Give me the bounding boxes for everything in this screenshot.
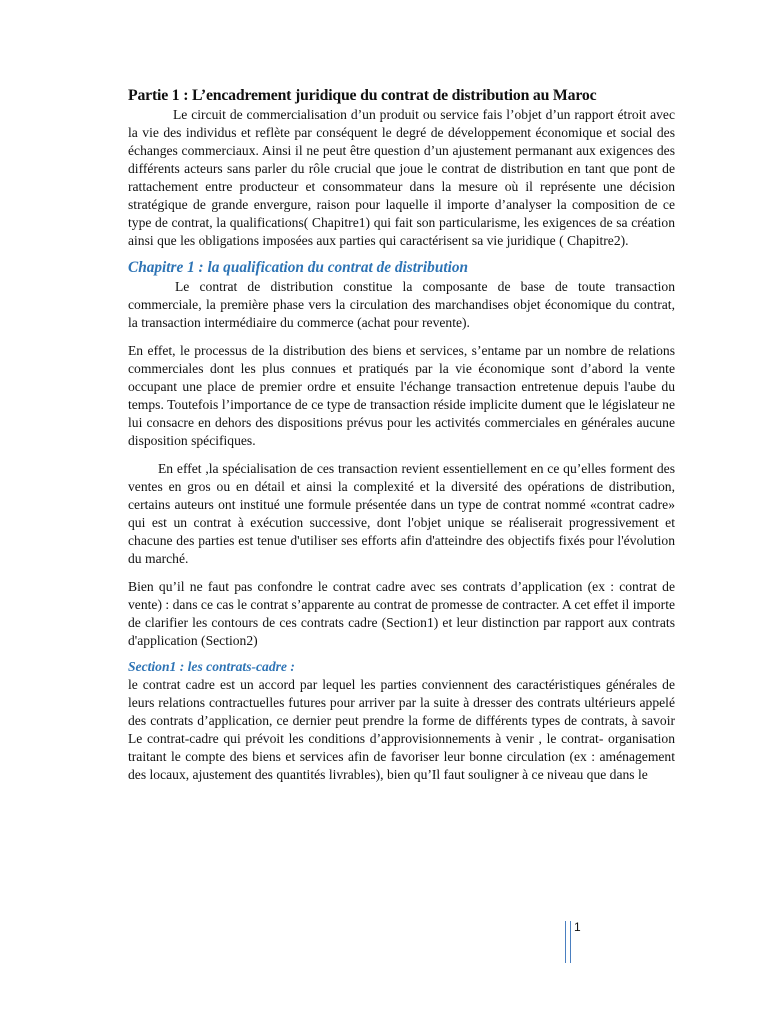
page-body [128, 86, 675, 784]
intro-paragraph: Le circuit de commercialisation d’un produit ou service fais l’objet d’un rapport étroit avec la vie des individus et reflète par conséquent le degré de développement économique et social des échanges commerciaux. Ainsi il ne peut être question d’un ajustement permanant aux exigences des différents acteurs sans parler du rôle crucial que joue le contrat de distribution en tant que pont de rattachement entre producteur et consommateur dans la mesure où il représente une décision stratégique de grande envergure, raison pour laquelle il importe d’analyser la composition de ce type de contrat, la qualifications( Chapitre1) qui fait son particularisme, les exigences de sa création ainsi que les obligations imposées aux parties qui caractérisent sa vie juridique ( Chapitre2). [128, 107, 675, 248]
page-number-rule [565, 921, 571, 963]
part-title: Partie 1 : L’encadrement juridique du contrat de distribution au Maroc [128, 87, 597, 104]
chapter-paragraph-2: En effet, le processus de la distribution des biens et services, s’entame par un nombre de relations commerciales dont les plus connues et pratiqués par la vie économique sont d’abord la vente occupant une place de premier ordre et ensuite l'échange transaction entretenue depuis l'aube du temps. Toutefois l’importance de ce type de transaction réside implicite dument que le législateur ne lui consacre en dehors des dispositions prévus pour les activités commerciales en générales aucune disposition spécifiques. [128, 343, 675, 448]
section-paragraph: le contrat cadre est un accord par lequel les parties conviennent des caractéristiques générales de leurs relations contractuelles futures pour arriver par la suite à dresser des contrats ultérieurs appelé des contrats d’application, ce dernier peut prendre la forme de différents types de contrats, à savoir Le contrat-cadre qui prévoit les conditions d’approvisionnements à venir , le contrat- organisation traitant le compte des biens et services afin de favoriser leur bonne circulation (ex : aménagement des locaux, ajustement des quantités livrables), bien qu’Il faut souligner à ce niveau que dans le [128, 677, 675, 782]
chapter-paragraph-1: Le contrat de distribution constitue la composante de base de toute transaction commerciale, la première phase vers la circulation des marchandises objet économique du contrat, la transaction intermédiaire du commerce (achat pour revente). [128, 279, 675, 330]
page-number: 1 [574, 920, 581, 934]
chapter-heading: Chapitre 1 : la qualification du contrat de distribution [128, 259, 468, 276]
section-heading: Section1 : les contrats-cadre : [128, 659, 295, 674]
chapter-paragraph-3: En effet ,la spécialisation de ces transaction revient essentiellement en ce qu’elles forment des ventes en gros ou en détail et ainsi la complexité et la diversité des opérations de distribution, certains auteurs ont institué une formule présentée dans un type de contrat nommé «contrat cadre» qui est un contrat à exécution successive, dont l'objet unique se réaliserait progressivement et chacune des parties est tenue d'utiliser ses efforts afin d'atteindre des objectifs fixés pour l'évolution du marché. [128, 461, 675, 566]
chapter-paragraph-4: Bien qu’il ne faut pas confondre le contrat cadre avec ses contrats d’application (ex : contrat de vente) : dans ce cas le contrat s’apparente au contrat de promesse de contracter. A cet effet il importe de clarifier les contours de ces contrats cadre (Section1) et leur distinction par rapport aux contrats d'application (Section2) [128, 579, 675, 648]
